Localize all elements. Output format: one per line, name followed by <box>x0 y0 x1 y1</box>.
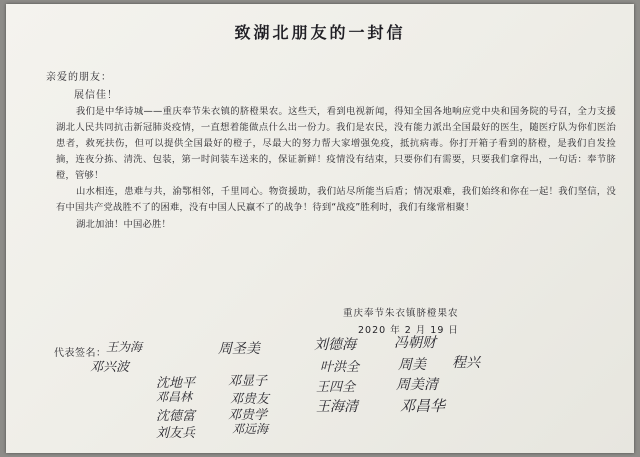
salutation: 亲爱的朋友： <box>46 72 112 83</box>
signature: 周圣美 <box>218 341 260 357</box>
signature: 程兴 <box>452 355 480 371</box>
signature: 邓贵友 <box>230 392 270 407</box>
letter-title: 致湖北朋友的一封信 <box>234 23 406 42</box>
signature: 王为海 <box>106 340 143 354</box>
signature: 周美 <box>398 357 426 373</box>
letter-body <box>56 104 616 233</box>
letter-date: 2020 年 2 月 19 日 <box>358 325 459 336</box>
signature: 冯朝财 <box>394 335 436 351</box>
signature: 邓贵学 <box>228 408 268 423</box>
signer-line: 重庆奉节朱衣镇脐橙果农 <box>343 308 459 319</box>
signature: 邓昌林 <box>156 390 193 404</box>
letter-sheet <box>6 4 634 453</box>
signature: 叶洪全 <box>320 360 360 375</box>
signature: 周美清 <box>396 377 438 393</box>
signature: 沈德富 <box>156 409 196 424</box>
signature: 刘友兵 <box>156 426 196 441</box>
greeting: 展信佳！ <box>74 90 118 101</box>
signature: 沈地平 <box>156 376 196 391</box>
paragraph-solidarity: 山水相连，患难与共，渝鄂相邻，千里同心。物资援助，我们站尽所能当后盾；情况艰难，我们始终和你在一起！我们坚信，没有中国共产党战胜不了的困难，没有中国人民赢不了的战争！待到“战疫”胜利时，我们有缘常相聚！ <box>56 186 616 213</box>
signature: 邓显子 <box>228 374 268 389</box>
signature: 王四全 <box>316 380 356 395</box>
signature: 邓昌华 <box>400 397 446 415</box>
cheer-line: 湖北加油！中国必胜！ <box>76 219 171 230</box>
signature: 王海清 <box>316 399 358 415</box>
signature: 邓远海 <box>232 422 269 436</box>
signature: 刘德海 <box>314 337 356 353</box>
signature: 邓兴波 <box>90 360 130 375</box>
paragraph-main: 我们是中华诗城——重庆奉节朱衣镇的脐橙果农。这些天，看到电视新闻，得知全国各地响应党中央和国务院的号召，全力支援湖北人民共同抗击新冠肺炎疫情，一直想着能做点什么出一份力。我们是农民，没有能力派出全国最好的医生，随医疗队为你们医治患者，救死扶伤，但可以提供全国最好的橙子，尽最大的努力帮大家增强免疫，抵抗病毒。你打开箱子看到的脐橙，是我们自发捡摘，连夜分拣、清洗、包装，第一时间装车送来的，保证新鲜！疫情没有结束，只要你们有需要，只要我们拿得出，一句话：奉节脐橙，管够！ <box>56 106 616 181</box>
representative-label: 代表签名： <box>54 348 107 359</box>
